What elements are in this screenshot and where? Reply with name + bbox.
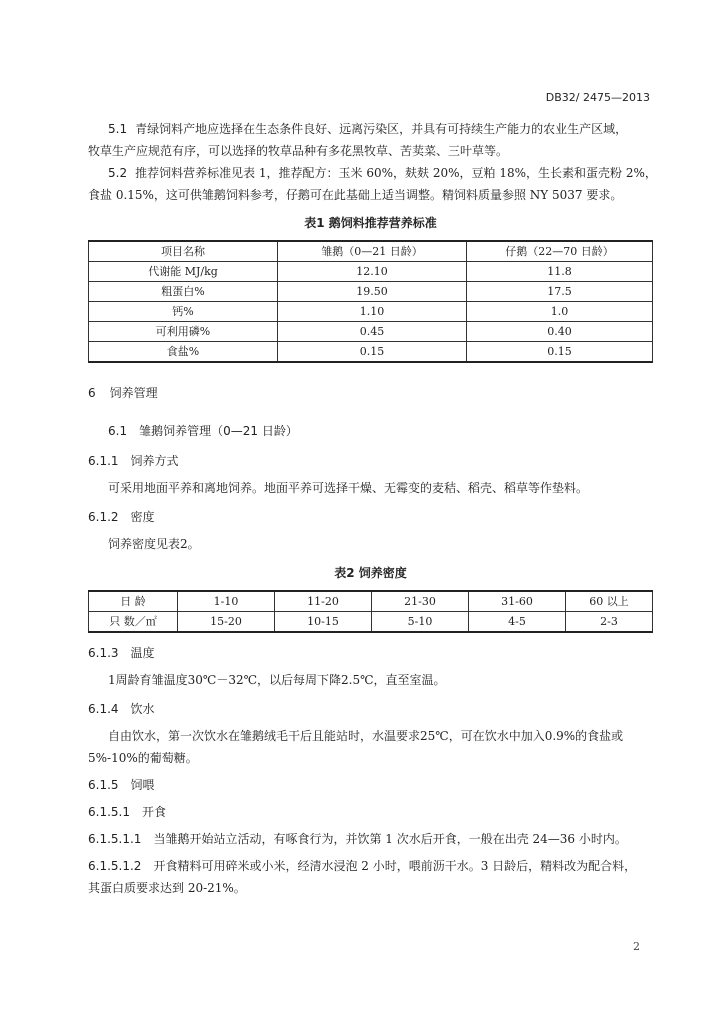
table-cell: 粗蛋白% xyxy=(89,282,278,302)
table-header-cell: 项目名称 xyxy=(89,241,278,262)
table-cell: 10-15 xyxy=(275,612,372,633)
table-header-cell: 仔鹅（22—70 日龄） xyxy=(467,241,653,262)
document-id: DB32/ 2475—2013 xyxy=(545,91,650,104)
table-header-row xyxy=(89,241,653,262)
section-5-1 xyxy=(88,118,653,162)
section-title: 雏鹅饲养管理（0—21 日龄） xyxy=(139,424,298,438)
section-number: 6.1.1 xyxy=(88,454,119,468)
table-cell: 0.15 xyxy=(278,342,467,363)
section-6-1-5-1-2 xyxy=(88,855,653,899)
section-number: 6.1.5.1.1 xyxy=(88,832,142,846)
section-6-1-1-heading xyxy=(88,452,179,469)
paragraph-line: 食盐 0.15%，这可供雏鹅饲料参考，仔鹅可在此基础上适当调整。精饲料质量参照 NY 5037 要求。 xyxy=(88,188,623,202)
table-row xyxy=(89,302,653,322)
section-6-1-heading xyxy=(108,422,298,439)
table-cell: 可利用磷% xyxy=(89,322,278,342)
section-title: 密度 xyxy=(130,510,155,524)
paragraph-line: 牧草生产应规范有序，可以选择的牧草品种有多花黑牧草、苦荬菜、三叶草等。 xyxy=(88,144,509,158)
table-row xyxy=(89,591,653,612)
section-number: 6.1.5 xyxy=(88,778,119,792)
section-title: 饲养方式 xyxy=(130,454,179,468)
density-table xyxy=(88,590,653,633)
paragraph-line: 其蛋白质要求达到 20-21%。 xyxy=(88,881,246,895)
section-5-2 xyxy=(88,162,657,206)
table-cell: 钙% xyxy=(89,302,278,322)
table-cell: 19.50 xyxy=(278,282,467,302)
table-cell: 1-10 xyxy=(178,591,275,612)
table-row xyxy=(89,262,653,282)
table-cell: 2-3 xyxy=(566,612,653,633)
section-number: 6.1.2 xyxy=(88,510,119,524)
section-number: 6.1.5.1.2 xyxy=(88,859,142,873)
table-cell: 31-60 xyxy=(469,591,566,612)
section-6-1-1-text: 可采用地面平养和离地饲养。地面平养可选择干燥、无霉变的麦秸、稻壳、稻草等作垫料。 xyxy=(108,481,589,495)
table-cell: 15-20 xyxy=(178,612,275,633)
table-cell: 11.8 xyxy=(467,262,653,282)
table-cell: 0.45 xyxy=(278,322,467,342)
paragraph-line: 自由饮水，第一次饮水在雏鹅绒毛干后且能站时，水温要求25℃，可在饮水中加入0.9%的食盐或 xyxy=(108,729,624,743)
section-6-1-5-1-1 xyxy=(88,830,627,847)
table-row xyxy=(89,322,653,342)
table-row xyxy=(89,342,653,363)
table-cell: 12.10 xyxy=(278,262,467,282)
section-6-1-5-heading xyxy=(88,776,155,793)
table-row xyxy=(89,612,653,633)
table-cell: 21-30 xyxy=(372,591,469,612)
table2-caption: 表2 饲养密度 xyxy=(334,566,407,580)
section-number: 5.2 xyxy=(108,166,128,180)
section-title: 饲养管理 xyxy=(109,386,158,400)
section-number: 6 xyxy=(88,386,96,400)
table1-caption: 表1 鹅饲料推荐营养标准 xyxy=(304,216,437,230)
section-6-1-2-heading xyxy=(88,508,155,525)
table-cell: 60 以上 xyxy=(566,591,653,612)
section-number: 6.1.4 xyxy=(88,702,119,716)
section-6-1-4-text xyxy=(88,725,653,769)
paragraph-line: 当雏鹅开始站立活动，有啄食行为，并饮第 1 次水后开食，一般在出壳 24—36 小时内。 xyxy=(153,832,627,846)
table-header-cell: 雏鹅（0—21 日龄） xyxy=(278,241,467,262)
section-6-1-5-1-heading xyxy=(88,803,166,820)
table-cell: 日 龄 xyxy=(89,591,178,612)
table-row xyxy=(89,282,653,302)
paragraph-line: 5%-10%的葡萄糖。 xyxy=(88,751,198,765)
section-title: 饮水 xyxy=(130,702,155,716)
table-cell: 只 数／㎡ xyxy=(89,612,178,633)
table-cell: 17.5 xyxy=(467,282,653,302)
table-cell: 1.10 xyxy=(278,302,467,322)
section-title: 温度 xyxy=(130,646,155,660)
page-number: 2 xyxy=(633,940,640,953)
table-cell: 4-5 xyxy=(469,612,566,633)
section-title: 饲喂 xyxy=(130,778,155,792)
section-number: 6.1.3 xyxy=(88,646,119,660)
table-cell: 0.40 xyxy=(467,322,653,342)
section-6-1-3-text: 1周龄育雏温度30℃－32℃，以后每周下降2.5℃，直至室温。 xyxy=(108,673,446,687)
table-cell: 食盐% xyxy=(89,342,278,363)
paragraph-line: 青绿饲料产地应选择在生态条件良好、远离污染区，并具有可持续生产能力的农业生产区域， xyxy=(135,122,628,136)
paragraph-line: 推荐饲料营养标准见表 1，推荐配方：玉米 60%，麸麸 20%，豆粕 18%，生长素和蛋壳粉 2%， xyxy=(135,166,657,180)
table-cell: 0.15 xyxy=(467,342,653,363)
section-number: 6.1.5.1 xyxy=(88,805,130,819)
section-number: 5.1 xyxy=(108,122,128,136)
section-title: 开食 xyxy=(141,805,166,819)
section-6-1-3-heading xyxy=(88,644,155,661)
section-6-1-4-heading xyxy=(88,700,155,717)
table-cell: 1.0 xyxy=(467,302,653,322)
section-number: 6.1 xyxy=(108,424,128,438)
table-cell: 代谢能 MJ/kg xyxy=(89,262,278,282)
table-cell: 11-20 xyxy=(275,591,372,612)
nutrition-table xyxy=(88,240,653,363)
paragraph-line: 开食精料可用碎米或小米，经清水浸泡 2 小时，喂前沥干水。3 日龄后，精料改为配合料， xyxy=(153,859,637,873)
table-cell: 5-10 xyxy=(372,612,469,633)
section-6-heading xyxy=(88,384,158,401)
section-6-1-2-text: 饲养密度见表2。 xyxy=(108,537,200,551)
